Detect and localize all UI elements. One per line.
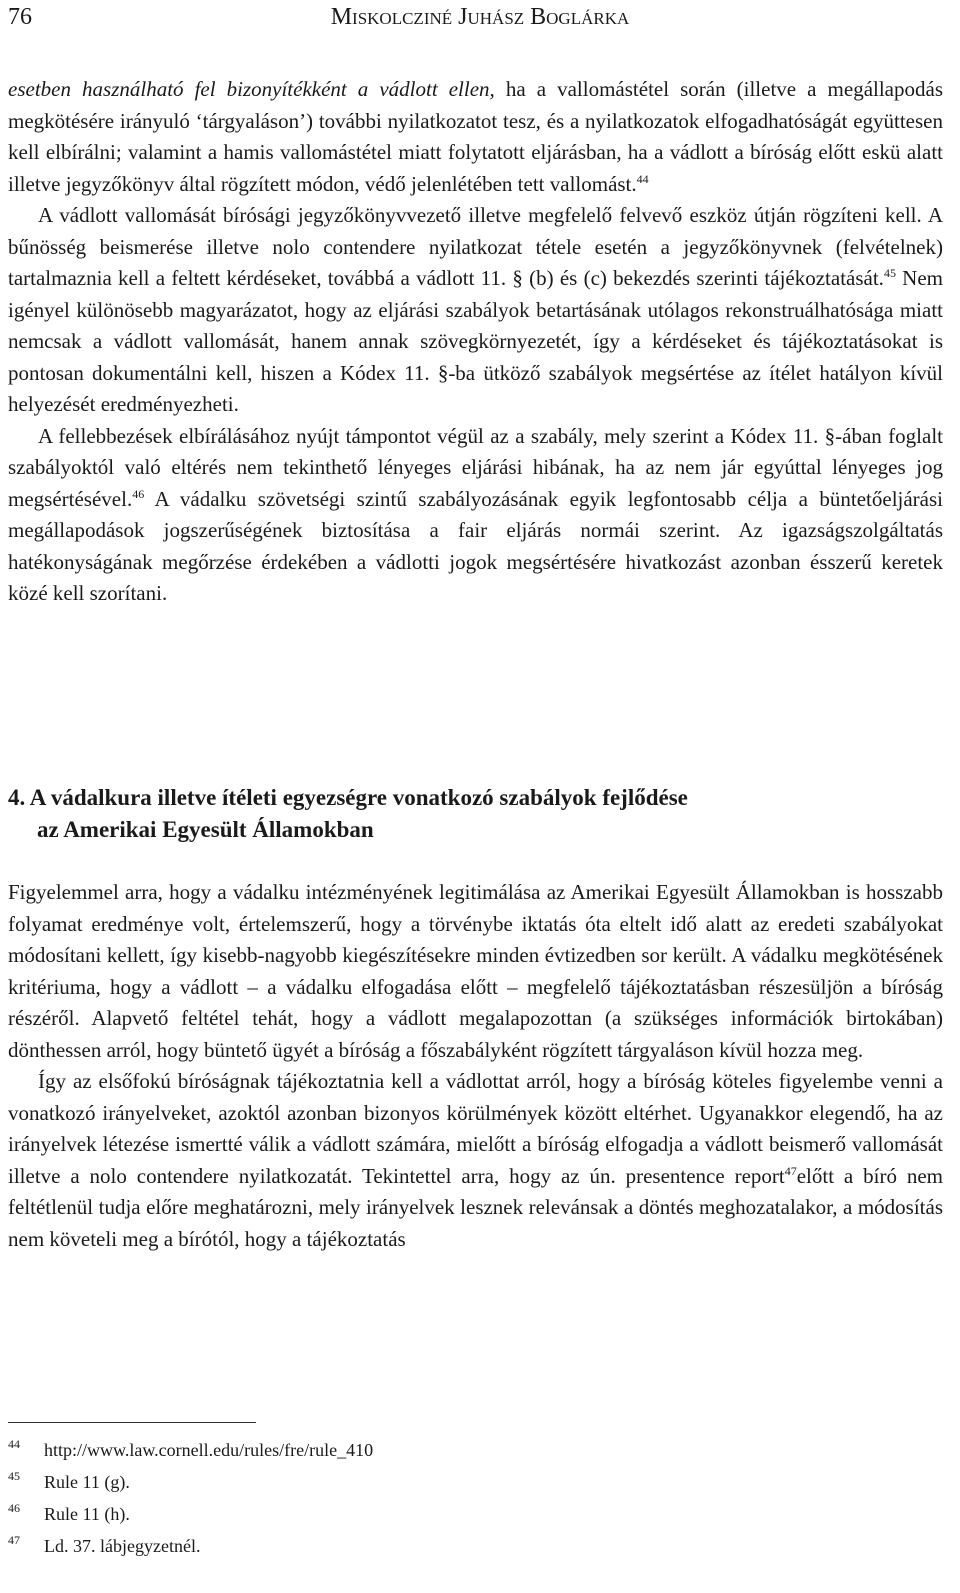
footnote-text: Ld. 37. lábjegyzetnél.	[44, 1536, 201, 1556]
footnote-45	[8, 1466, 943, 1498]
paragraph-4: Figyelemmel arra, hogy a vádalku intézményének legitimálása az Amerikai Egyesült Államokban is hosszabb folyamat eredménye volt, értelemszerű, hogy a törvénybe iktatás óta eltelt idő alatt az eredeti szabályokat módosítani kellett, így kisebb-nagyobb kiegészítésekre minden évtizedben sor került. A vádalku megkötésének kritériuma, hogy a vádlott – a vádalku elfogadása előtt – megfelelő tájékoztatásban részesüljön a bíróság részéről. Alapvető feltétel tehát, hogy a vádlott megalapozottan (a szükséges információk birtokában) dönthessen arról, hogy büntető ügyét a bíróság a főszabályként rögzített tárgyaláson kívül hozza meg.	[8, 880, 943, 1062]
paragraph-3	[8, 421, 943, 610]
section-heading	[8, 782, 943, 846]
section-heading-line-2: az Amerikai Egyesült Államokban	[37, 817, 374, 842]
paragraph-1-italic: esetben használható fel bizonyítékként a vádlott ellen,	[8, 77, 495, 101]
footnote-ref-46[interactable]: 46	[132, 486, 145, 501]
footnote-46	[8, 1498, 943, 1530]
footnote-divider	[8, 1422, 256, 1423]
footnote-ref-44[interactable]: 44	[636, 171, 649, 186]
paragraph-3-text-b: A vádalku szövetségi szintű szabályozásának egyik legfontosabb célja a büntetőeljárási megállapodások jogszerűségének biztosítása a fair eljárás normái szerint. Az igazságszolgáltatás hatékonyságának megőrzése érdekében a vádlotti jogok megsértésére hivatkozást azonban ésszerű keretek közé kell szorítani.	[8, 486, 943, 605]
footnote-ref-47[interactable]: 47	[784, 1163, 797, 1178]
paragraph-5-text-b: előtt a bíró nem feltétlenül tudja előre meghatározni, mely irányelvek lesznek relevánsak a döntés meghozatalakor, a módosítás nem követeli meg a bírótól, hogy a tájékoztatás	[8, 1163, 943, 1251]
footnote-text: Rule 11 (g).	[44, 1472, 130, 1492]
footnote-47	[8, 1530, 943, 1562]
paragraph-5	[8, 1066, 943, 1255]
section-4-body	[8, 877, 943, 1255]
footnotes	[8, 1434, 943, 1562]
section-heading-line-1: 4. A vádalkura illetve ítéleti egyezségre vonatkozó szabályok fejlődése	[8, 785, 688, 810]
footnote-number: 47	[8, 1533, 20, 1547]
footnote-44	[8, 1434, 943, 1466]
page-number: 76	[8, 4, 32, 30]
footnote-text[interactable]: http://www.law.cornell.edu/rules/fre/rule_410	[44, 1440, 374, 1460]
paragraph-5-text-a: Így az elsőfokú bíróságnak tájékoztatnia kell a vádlottat arról, hogy a bíróság köteles figyelembe venni a vonatkozó irányelveket, azoktól azonban bizonyos körülmények között eltérhet. Ugyanakkor elegendő, ha az irányelvek létezése ismertté válik a vádlott számára, mielőtt a bíróság elfogadja a vádlott beismerő vallomását illetve a nolo contendere nyilatkozatát. Tekintettel arra, hogy az ún. presentence report	[8, 1069, 943, 1188]
footnote-number: 46	[8, 1501, 20, 1515]
paragraph-3-text-a: A fellebbezések elbírálásához nyújt támpontot végül az a szabály, mely szerint a Kódex 11. §-ában foglalt szabályoktól való eltérés nem tekinthető lényeges eljárási hibának, ha az nem jár egyúttal lényeges jog megsértésével.	[8, 423, 943, 511]
footnote-number: 45	[8, 1469, 20, 1483]
paragraph-2-text-a: A vádlott vallomását bírósági jegyzőkönyvvezető illetve megfelelő felvevő eszköz útján rögzíteni kell. A bűnösség beismerése illetve nolo contendere nyilatkozat tétele esetén a jegyzőkönyvnek (felvételnek) tartalmaznia kell a feltett kérdéseket, továbbá a vádlott 11. § (b) és (c) bekezdés szerinti tájékoztatását.	[8, 203, 943, 290]
paragraph-1-text: ha a vallomástétel során (illetve a megállapodás megkötésére irányuló ‘tárgyaláson’) további nyilatkozatot tesz, és a nyilatkozatok elfogadhatóságát együttesen kell elbírálni; valamint a hamis vallomástétel miatt folytatott eljárásban, ha a vádlott a bíróság előtt eskü alatt illetve jegyzőkönyv által rögzített módon, védő jelenlétében tett vallomást.	[8, 77, 944, 196]
footnote-text: Rule 11 (h).	[44, 1504, 130, 1524]
running-author: Miskolcziné Juhász Boglárka	[330, 4, 630, 30]
paragraph-1	[8, 74, 943, 200]
section-1-body	[8, 74, 943, 610]
paragraph-2-text-b: Nem igényel különösebb magyarázatot, hogy az eljárási szabályok betartásának utólagos rekonstruálhatósága miatt nemcsak a vádlott vallomását, hanem annak szövegkörnyezetét, így a kérdéseket és tájékoztatásokat is pontosan dokumentálni kell, hiszen a Kódex 11. §-ba ütköző szabályok megsértése az ítélet hatályon kívül helyezését eredményezheti.	[8, 266, 944, 416]
running-header	[8, 0, 952, 34]
footnote-number: 44	[8, 1437, 20, 1451]
footnote-ref-45[interactable]: 45	[883, 266, 896, 280]
paragraph-2	[8, 200, 943, 421]
